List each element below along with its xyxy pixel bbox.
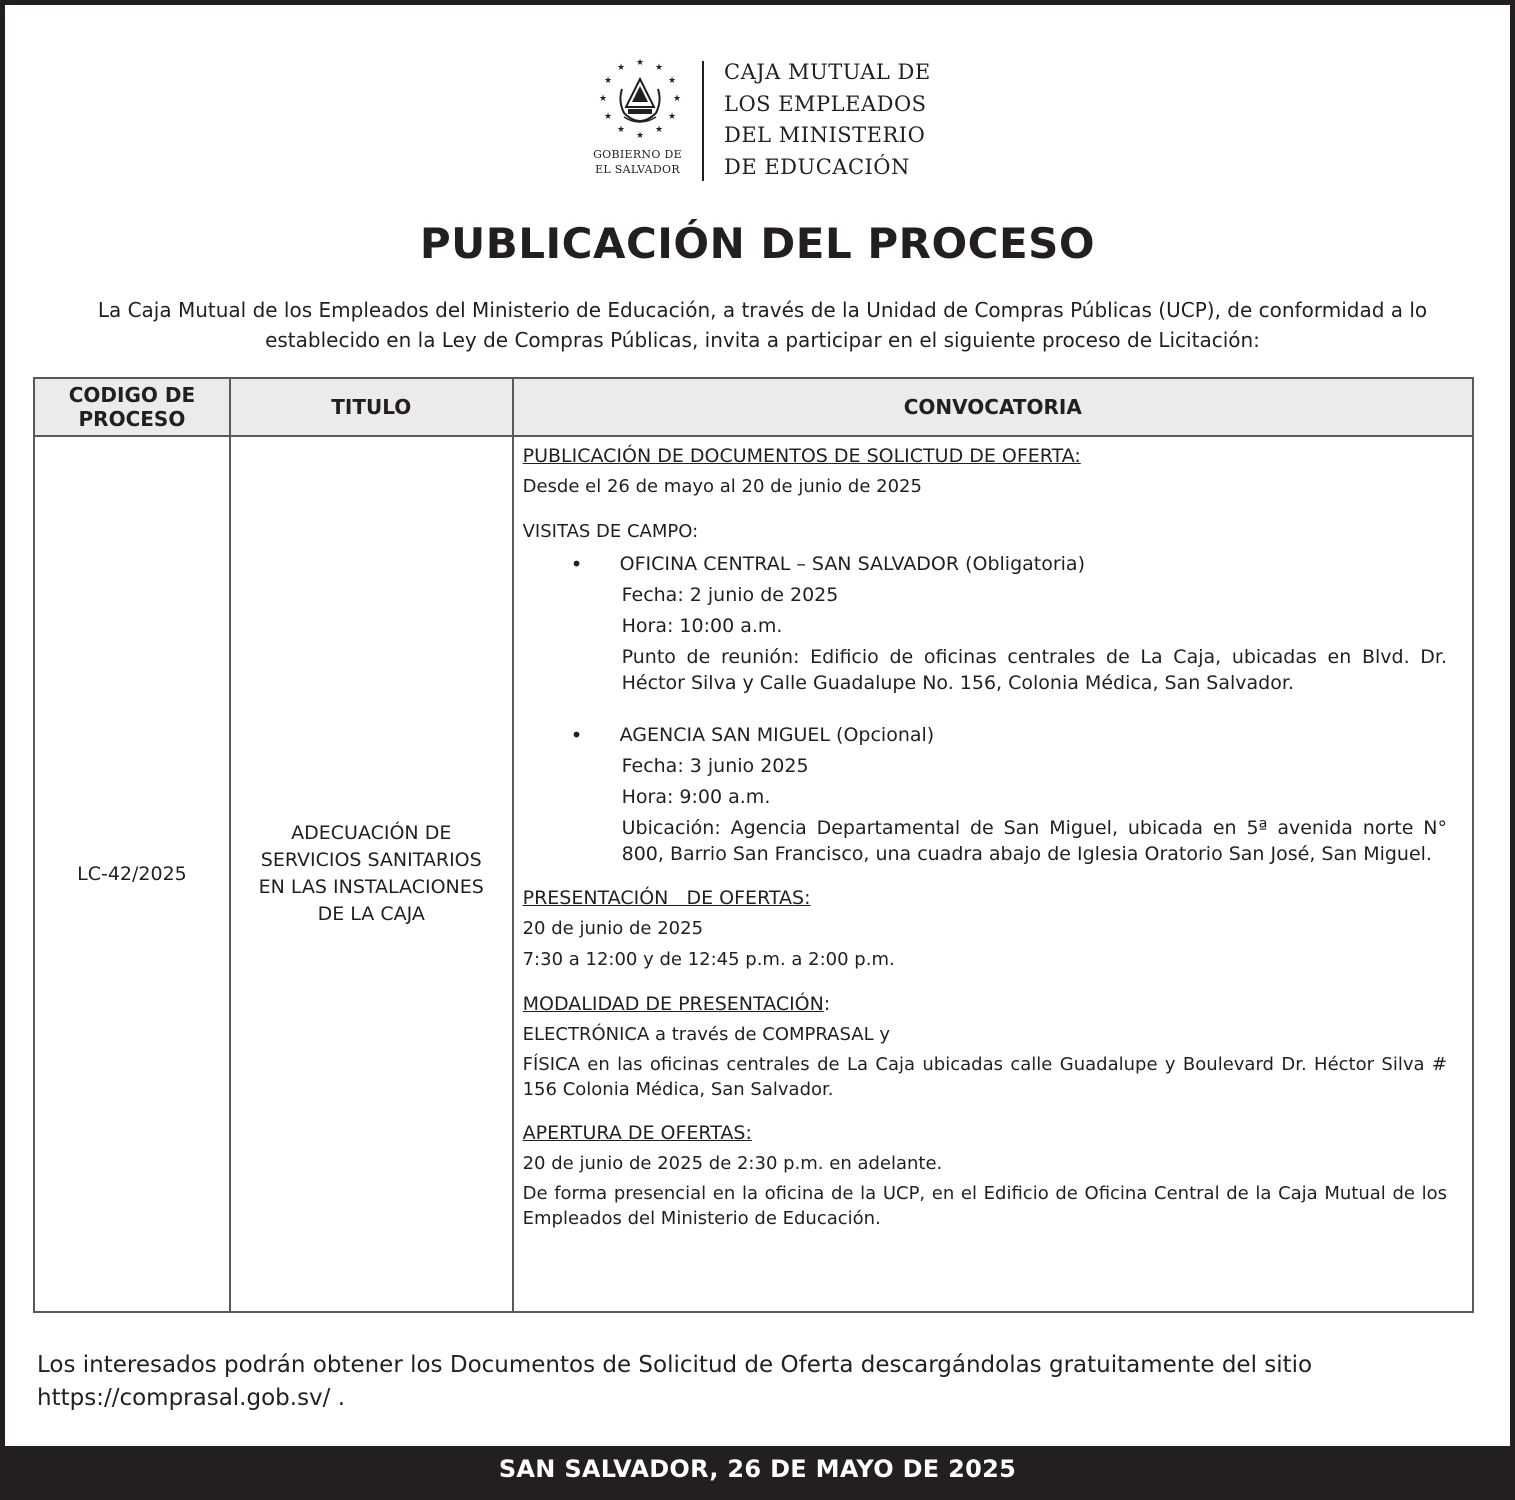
svg-text:★: ★ [603,76,613,86]
organization-name [724,57,931,183]
bullet-icon: • [570,552,583,576]
header-titulo: TITULO [230,378,513,436]
visita-item [523,722,1447,867]
apertura-line: De forma presencial en la oficina de la UCP, en el Edificio de Oficina Central de la Caja Mutual de los Empleados del Ministerio de Educación. [522,1183,1447,1229]
visita-hora: Hora: 10:00 a.m. [621,615,783,637]
publicacion-title: PUBLICACIÓN DE DOCUMENTOS DE SOLICTUD DE OFERTA: [522,445,1081,467]
visita-hora: Hora: 9:00 a.m. [621,786,771,808]
visita-lugar: Ubicación: Agencia Departamental de San Miguel, ubicada en 5ª avenida norte N° 800, Barrio San Francisco, una cuadra abajo de Iglesia Oratorio San José, San Miguel. [621,817,1447,865]
modalidad-line: ELECTRÓNICA a través de COMPRASAL y [522,1024,890,1045]
org-name-line: DE EDUCACIÓN [724,154,910,179]
modalidad-title-row [523,991,1447,1017]
svg-text:★: ★ [667,112,677,122]
document-title: PUBLICACIÓN DEL PROCESO [419,219,1096,268]
visitas-title: VISITAS DE CAMPO: [522,521,699,542]
el-salvador-coat-of-arms-icon [594,55,686,145]
visita-item [523,551,1447,696]
svg-text:★: ★ [672,94,682,104]
cell-titulo: ADECUACIÓN DE SERVICIOS SANITARIOS EN LAS INSTALACIONES DE LA CAJA [230,436,513,1312]
footer-note: Los interesados podrán obtener los Documentos de Solicitud de Oferta descargándolas gratuitamente del sitio https://comprasal.gob.sv/ . [37,1352,1313,1411]
visita-name: OFICINA CENTRAL – SAN SALVADOR (Obligatoria) [619,553,1085,575]
svg-text:★: ★ [598,94,608,104]
presentacion-line: 7:30 a 12:00 y de 12:45 p.m. a 2:00 p.m. [522,949,895,970]
header-codigo: CODIGO DE PROCESO [34,378,230,436]
svg-text:★: ★ [603,112,613,122]
header-divider [702,61,704,181]
org-name-line: DEL MINISTERIO [724,123,926,147]
cell-convocatoria [513,436,1473,1312]
org-name-line: LOS EMPLEADOS [724,91,927,116]
government-seal [590,55,690,145]
svg-text:★: ★ [616,63,626,73]
seal-caption-line: GOBIERNO DE [593,148,682,161]
svg-text:★: ★ [616,125,626,135]
svg-text:★: ★ [654,125,664,135]
seal-caption-line: EL SALVADOR [595,163,680,176]
visita-name: AGENCIA SAN MIGUEL (Opcional) [619,724,935,746]
modalidad-colon: : [823,993,831,1015]
intro-paragraph: La Caja Mutual de los Empleados del Ministerio de Educación, a través de la Unidad de Compras Públicas (UCP), de conformidad a lo establecido en la Ley de Compras Públicas, invita a participar en el siguiente proceso de Licitación: [97,298,1428,352]
presentacion-line: 20 de junio de 2025 [522,918,704,939]
visita-fecha: Fecha: 3 junio 2025 [621,755,809,777]
apertura-line: 20 de junio de 2025 de 2:30 p.m. en adelante. [522,1153,943,1174]
visita-lugar: Punto de reunión: Edificio de oficinas centrales de La Caja, ubicadas en Blvd. Dr. Héctor Silva y Calle Guadalupe No. 156, Colonia Médica, San Salvador. [621,646,1447,694]
publicacion-text: Desde el 26 de mayo al 20 de junio de 2025 [522,476,922,497]
org-name-line: CAJA MUTUAL DE [724,60,931,84]
svg-text:★: ★ [667,76,677,86]
svg-text:★: ★ [654,63,664,73]
header-convocatoria: CONVOCATORIA [513,378,1473,436]
process-table [33,377,1474,1313]
modalidad-line: FÍSICA en las oficinas centrales de La Caja ubicadas calle Guadalupe y Boulevard Dr. Héctor Silva # 156 Colonia Médica, San Salvador. [522,1054,1447,1100]
visita-fecha: Fecha: 2 junio de 2025 [621,584,839,606]
table-header-row [34,378,1473,436]
cell-codigo: LC-42/2025 [34,436,230,1312]
svg-text:★: ★ [635,58,645,68]
bullet-icon: • [570,723,583,747]
footer-date-bar: SAN SALVADOR, 26 DE MAYO DE 2025 [0,1446,1515,1500]
presentacion-title: PRESENTACIÓN DE OFERTAS: [522,887,811,909]
apertura-title: APERTURA DE OFERTAS: [522,1122,752,1144]
header [5,55,1510,185]
seal-caption [580,147,695,177]
modalidad-title: MODALIDAD DE PRESENTACIÓN [522,993,824,1015]
svg-text:★: ★ [635,131,645,141]
table-row [34,436,1473,1312]
